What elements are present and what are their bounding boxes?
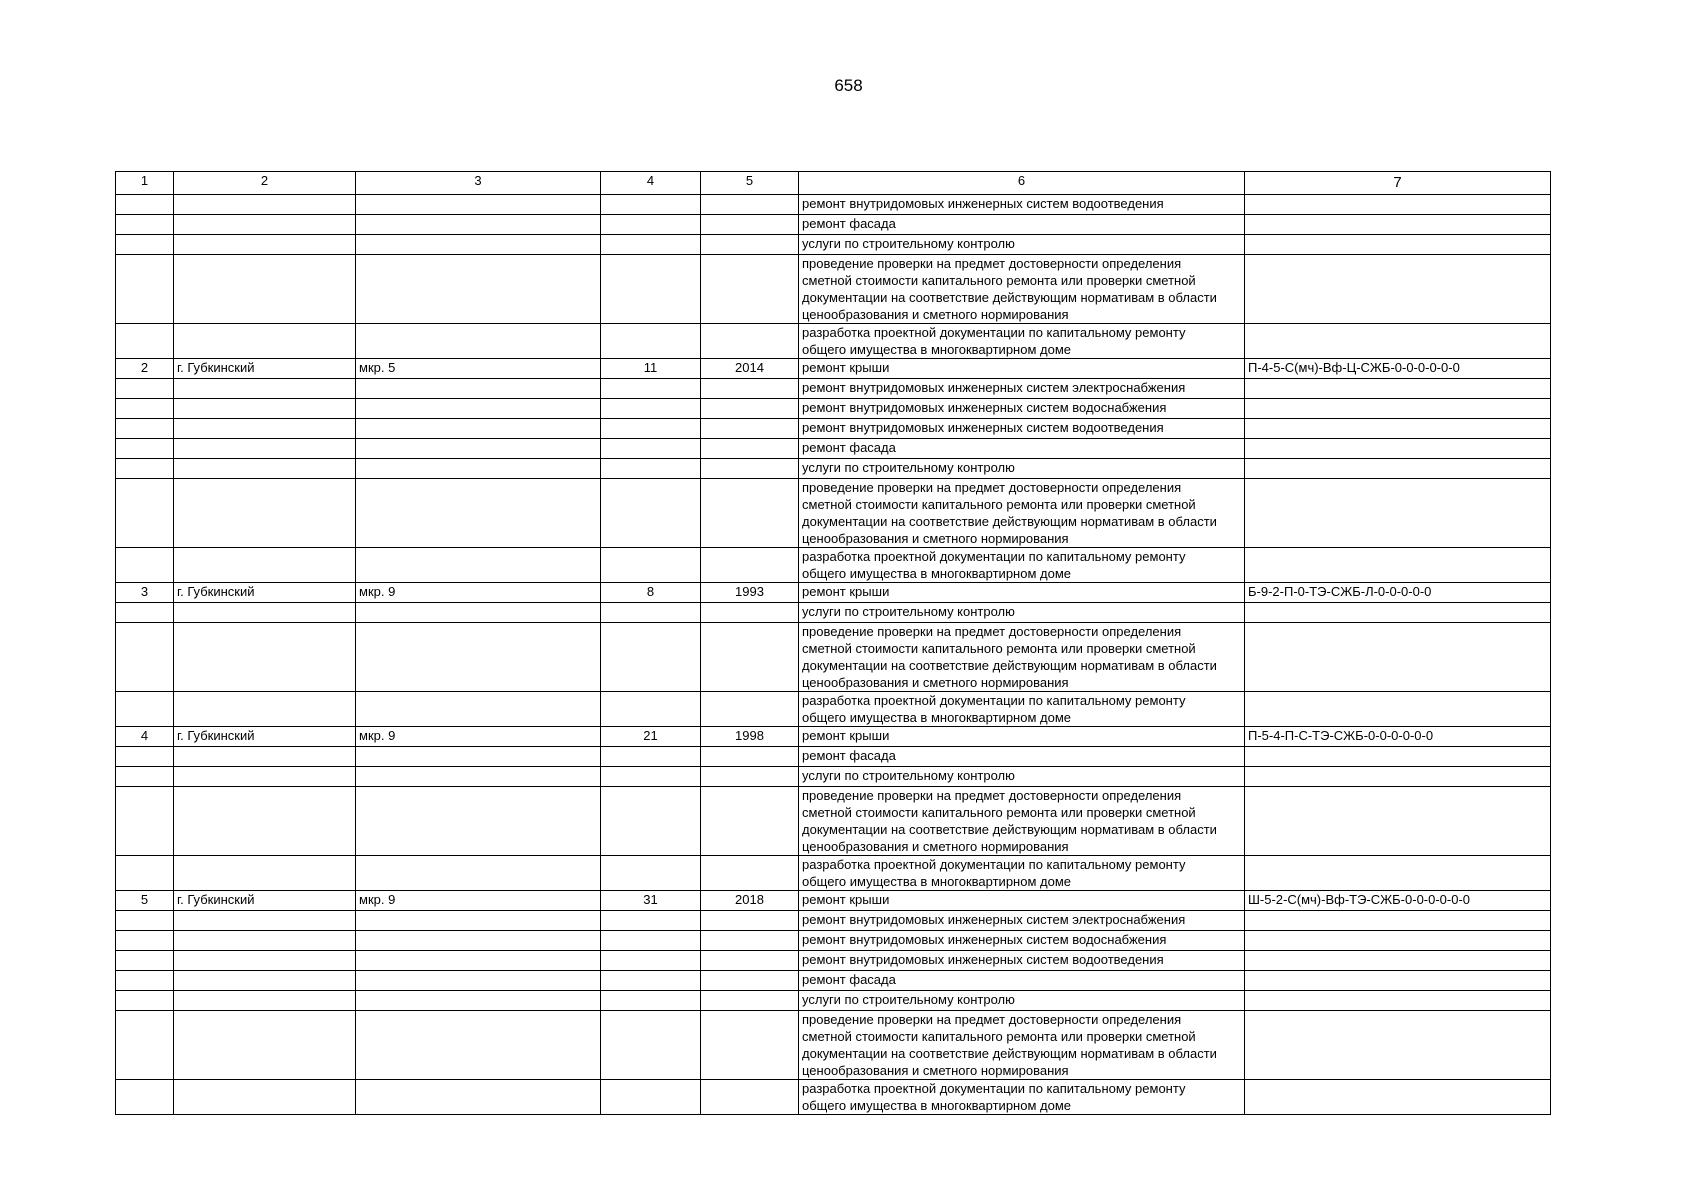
street-cell [356,931,601,951]
street-cell [356,971,601,991]
city-cell [174,787,356,856]
house-number-cell [601,971,701,991]
work-type-cell: услуги по строительному контролю [799,991,1245,1011]
building-code-cell [1245,692,1551,727]
work-type-cell: ремонт крыши [799,359,1245,379]
building-code-cell [1245,459,1551,479]
building-code-cell [1245,255,1551,324]
year-cell [701,951,799,971]
street-cell [356,379,601,399]
street-cell [356,911,601,931]
row-number-cell [116,951,174,971]
year-cell [701,379,799,399]
row-number-cell [116,215,174,235]
house-number-cell [601,747,701,767]
city-cell [174,548,356,583]
building-code-cell [1245,1080,1551,1115]
street-cell [356,459,601,479]
work-type-cell: ремонт крыши [799,583,1245,603]
year-cell [701,399,799,419]
header-cell-6: 6 [799,172,1245,195]
street-cell [356,324,601,359]
city-cell: г. Губкинский [174,727,356,747]
work-type-cell: ремонт внутридомовых инженерных систем водоснабжения [799,399,1245,419]
year-cell [701,548,799,583]
row-number-cell [116,767,174,787]
header-cell-7: 7 [1245,172,1551,195]
city-cell [174,479,356,548]
house-number-cell: 8 [601,583,701,603]
table-row [116,235,1551,255]
table-row [116,767,1551,787]
row-number-cell [116,399,174,419]
house-number-cell [601,856,701,891]
year-cell [701,856,799,891]
house-number-cell [601,479,701,548]
row-number-cell [116,911,174,931]
work-type-cell: ремонт внутридомовых инженерных систем электроснабжения [799,911,1245,931]
street-cell [356,951,601,971]
header-cell-4: 4 [601,172,701,195]
building-code-cell [1245,399,1551,419]
table-row [116,195,1551,215]
street-cell: мкр. 9 [356,727,601,747]
table-row [116,856,1551,891]
city-cell [174,623,356,692]
table-row [116,379,1551,399]
row-number-cell [116,1011,174,1080]
building-code-cell [1245,951,1551,971]
house-number-cell [601,548,701,583]
building-code-cell [1245,548,1551,583]
year-cell: 1993 [701,583,799,603]
building-code-cell [1245,856,1551,891]
work-type-cell: разработка проектной документации по капитальному ремонту общего имущества в многоквартирном доме [799,1080,1245,1115]
building-code-cell [1245,603,1551,623]
city-cell [174,1011,356,1080]
street-cell [356,419,601,439]
row-number-cell [116,603,174,623]
house-number-cell [601,911,701,931]
work-type-cell: разработка проектной документации по капитальному ремонту общего имущества в многоквартирном доме [799,692,1245,727]
row-number-cell [116,235,174,255]
city-cell [174,459,356,479]
city-cell [174,991,356,1011]
table-row [116,1011,1551,1080]
work-type-cell: ремонт фасада [799,439,1245,459]
work-type-cell: услуги по строительному контролю [799,459,1245,479]
work-type-cell: проведение проверки на предмет достоверности определения сметной стоимости капитального ремонта или проверки сметной документации на соответствие действующим нормативам в области ценообразования и сметного нормирования [799,1011,1245,1080]
table-row [116,479,1551,548]
row-number-cell [116,548,174,583]
table-row [116,439,1551,459]
building-code-cell [1245,747,1551,767]
house-number-cell [601,215,701,235]
row-number-cell: 3 [116,583,174,603]
year-cell: 2014 [701,359,799,379]
building-code-cell [1245,195,1551,215]
street-cell [356,623,601,692]
table-row [116,603,1551,623]
city-cell [174,255,356,324]
work-type-cell: проведение проверки на предмет достоверности определения сметной стоимости капитального ремонта или проверки сметной документации на соответствие действующим нормативам в области ценообразования и сметного нормирования [799,479,1245,548]
street-cell [356,255,601,324]
street-cell [356,856,601,891]
city-cell [174,767,356,787]
street-cell [356,235,601,255]
house-number-cell [601,195,701,215]
city-cell [174,1080,356,1115]
street-cell: мкр. 9 [356,583,601,603]
house-number-cell: 31 [601,891,701,911]
row-number-cell [116,623,174,692]
year-cell [701,439,799,459]
house-number-cell [601,623,701,692]
year-cell [701,971,799,991]
year-cell [701,787,799,856]
house-number-cell: 21 [601,727,701,747]
table-row [116,931,1551,951]
table-row [116,951,1551,971]
year-cell [701,419,799,439]
building-code-cell [1245,911,1551,931]
work-type-cell: ремонт крыши [799,727,1245,747]
building-code-cell [1245,991,1551,1011]
row-number-cell [116,479,174,548]
table-row [116,324,1551,359]
table-row [116,911,1551,931]
city-cell [174,324,356,359]
building-code-cell [1245,787,1551,856]
row-number-cell: 5 [116,891,174,911]
table-row [116,787,1551,856]
row-number-cell [116,787,174,856]
year-cell [701,255,799,324]
row-number-cell [116,692,174,727]
building-code-cell [1245,767,1551,787]
street-cell [356,991,601,1011]
table-row [116,891,1551,911]
row-number-cell: 4 [116,727,174,747]
street-cell [356,479,601,548]
city-cell [174,951,356,971]
table-row [116,623,1551,692]
house-number-cell [601,1011,701,1080]
table-header [116,172,1551,195]
row-number-cell [116,255,174,324]
street-cell [356,787,601,856]
building-code-cell [1245,324,1551,359]
street-cell: мкр. 9 [356,891,601,911]
city-cell [174,971,356,991]
city-cell [174,235,356,255]
table-row [116,583,1551,603]
work-type-cell: услуги по строительному контролю [799,767,1245,787]
house-number-cell [601,324,701,359]
row-number-cell [116,439,174,459]
row-number-cell [116,419,174,439]
street-cell [356,1080,601,1115]
street-cell [356,692,601,727]
city-cell [174,747,356,767]
house-number-cell: 11 [601,359,701,379]
house-number-cell [601,399,701,419]
street-cell: мкр. 5 [356,359,601,379]
house-number-cell [601,235,701,255]
house-number-cell [601,459,701,479]
city-cell [174,439,356,459]
work-type-cell: ремонт фасада [799,747,1245,767]
year-cell [701,1011,799,1080]
header-cell-1: 1 [116,172,174,195]
capital-repair-table [115,171,1551,1115]
work-type-cell: ремонт внутридомовых инженерных систем электроснабжения [799,379,1245,399]
year-cell: 2018 [701,891,799,911]
city-cell [174,195,356,215]
street-cell [356,195,601,215]
work-type-cell: ремонт внутридомовых инженерных систем водоотведения [799,419,1245,439]
house-number-cell [601,439,701,459]
work-type-cell: разработка проектной документации по капитальному ремонту общего имущества в многоквартирном доме [799,548,1245,583]
city-cell: г. Губкинский [174,583,356,603]
house-number-cell [601,991,701,1011]
work-type-cell: разработка проектной документации по капитальному ремонту общего имущества в многоквартирном доме [799,324,1245,359]
row-number-cell [116,379,174,399]
building-code-cell: Ш-5-2-С(мч)-Вф-ТЭ-СЖБ-0-0-0-0-0-0 [1245,891,1551,911]
table-row [116,459,1551,479]
street-cell [356,747,601,767]
work-type-cell: проведение проверки на предмет достоверности определения сметной стоимости капитального ремонта или проверки сметной документации на соответствие действующим нормативам в области ценообразования и сметного нормирования [799,623,1245,692]
year-cell [701,692,799,727]
row-number-cell [116,971,174,991]
building-code-cell [1245,1011,1551,1080]
table-row [116,419,1551,439]
year-cell [701,931,799,951]
table-row [116,747,1551,767]
city-cell: г. Губкинский [174,359,356,379]
street-cell [356,215,601,235]
table-row [116,399,1551,419]
row-number-cell [116,991,174,1011]
street-cell [356,399,601,419]
table-row [116,727,1551,747]
year-cell [701,235,799,255]
work-type-cell: ремонт внутридомовых инженерных систем водоотведения [799,951,1245,971]
row-number-cell: 2 [116,359,174,379]
street-cell [356,1011,601,1080]
building-code-cell [1245,931,1551,951]
building-code-cell [1245,479,1551,548]
table-row [116,359,1551,379]
house-number-cell [601,931,701,951]
page-number: 658 [834,76,863,95]
year-cell [701,459,799,479]
table-row [116,548,1551,583]
row-number-cell [116,324,174,359]
row-number-cell [116,856,174,891]
building-code-cell [1245,419,1551,439]
work-type-cell: проведение проверки на предмет достоверности определения сметной стоимости капитального ремонта или проверки сметной документации на соответствие действующим нормативам в области ценообразования и сметного нормирования [799,787,1245,856]
table-row [116,971,1551,991]
building-code-cell [1245,235,1551,255]
house-number-cell [601,379,701,399]
city-cell: г. Губкинский [174,891,356,911]
work-type-cell: услуги по строительному контролю [799,235,1245,255]
building-code-cell: Б-9-2-П-0-ТЭ-СЖБ-Л-0-0-0-0-0 [1245,583,1551,603]
work-type-cell: ремонт фасада [799,215,1245,235]
year-cell [701,479,799,548]
city-cell [174,215,356,235]
row-number-cell [116,931,174,951]
house-number-cell [601,767,701,787]
year-cell [701,767,799,787]
building-code-cell [1245,623,1551,692]
table-row [116,991,1551,1011]
table-row [116,1080,1551,1115]
street-cell [356,548,601,583]
row-number-cell [116,747,174,767]
header-cell-2: 2 [174,172,356,195]
building-code-cell: П-4-5-С(мч)-Вф-Ц-СЖБ-0-0-0-0-0-0 [1245,359,1551,379]
work-type-cell: ремонт внутридомовых инженерных систем водоотведения [799,195,1245,215]
table-row [116,255,1551,324]
city-cell [174,856,356,891]
work-type-cell: ремонт крыши [799,891,1245,911]
city-cell [174,603,356,623]
row-number-cell [116,459,174,479]
year-cell [701,603,799,623]
work-type-cell: разработка проектной документации по капитальному ремонту общего имущества в многоквартирном доме [799,856,1245,891]
year-cell [701,911,799,931]
house-number-cell [601,951,701,971]
year-cell [701,324,799,359]
building-code-cell: П-5-4-П-С-ТЭ-СЖБ-0-0-0-0-0-0 [1245,727,1551,747]
city-cell [174,379,356,399]
work-type-cell: ремонт фасада [799,971,1245,991]
work-type-cell: ремонт внутридомовых инженерных систем водоснабжения [799,931,1245,951]
header-row [116,172,1551,195]
city-cell [174,911,356,931]
year-cell [701,1080,799,1115]
house-number-cell [601,419,701,439]
building-code-cell [1245,439,1551,459]
street-cell [356,439,601,459]
city-cell [174,399,356,419]
work-type-cell: услуги по строительному контролю [799,603,1245,623]
house-number-cell [601,603,701,623]
table-row [116,215,1551,235]
city-cell [174,692,356,727]
street-cell [356,767,601,787]
building-code-cell [1245,215,1551,235]
year-cell [701,991,799,1011]
year-cell [701,747,799,767]
city-cell [174,419,356,439]
house-number-cell [601,692,701,727]
row-number-cell [116,1080,174,1115]
header-cell-5: 5 [701,172,799,195]
house-number-cell [601,787,701,856]
building-code-cell [1245,971,1551,991]
row-number-cell [116,195,174,215]
year-cell [701,215,799,235]
table-row [116,692,1551,727]
table-body [116,195,1551,1115]
header-cell-3: 3 [356,172,601,195]
city-cell [174,931,356,951]
street-cell [356,603,601,623]
house-number-cell [601,255,701,324]
house-number-cell [601,1080,701,1115]
year-cell [701,195,799,215]
work-type-cell: проведение проверки на предмет достоверности определения сметной стоимости капитального ремонта или проверки сметной документации на соответствие действующим нормативам в области ценообразования и сметного нормирования [799,255,1245,324]
year-cell [701,623,799,692]
building-code-cell [1245,379,1551,399]
year-cell: 1998 [701,727,799,747]
